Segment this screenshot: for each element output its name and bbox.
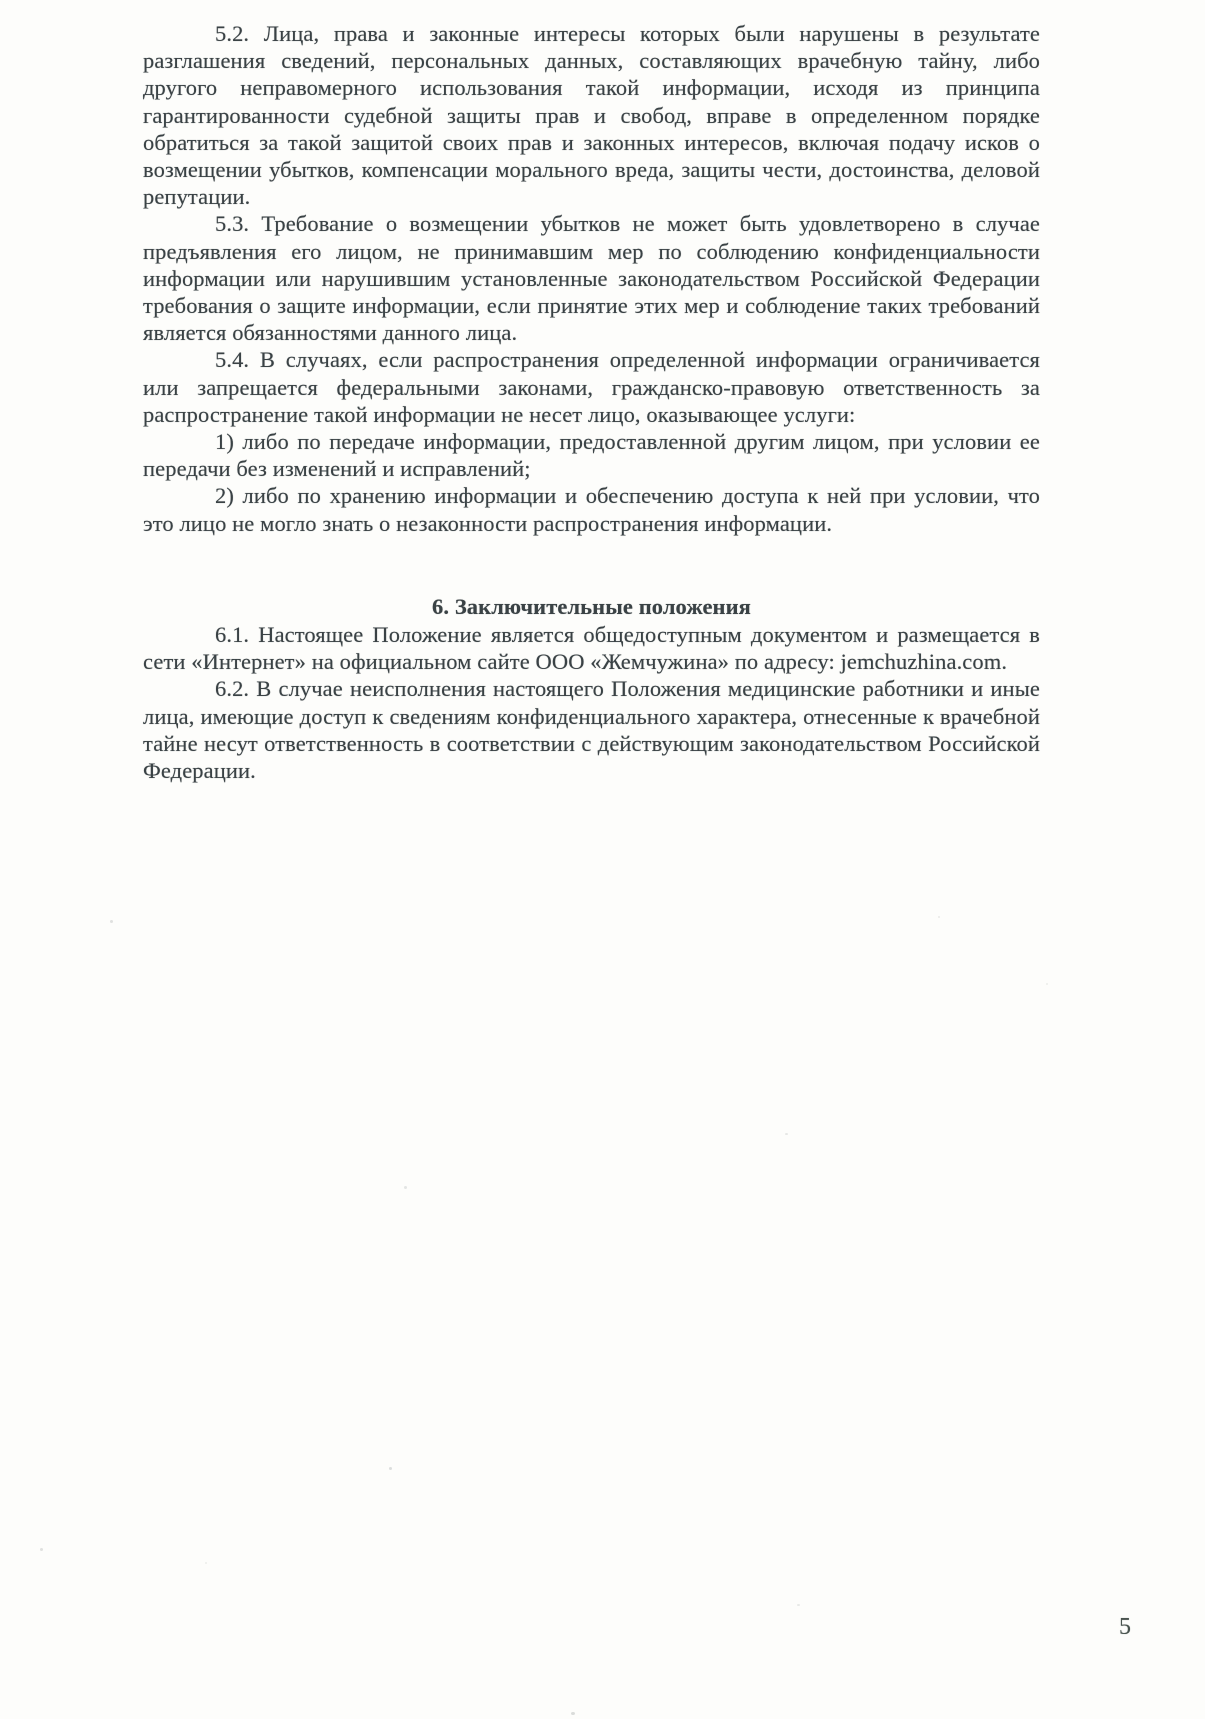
scan-speck: [785, 1133, 788, 1135]
scan-speck: [389, 1467, 392, 1470]
document-body: [143, 20, 1040, 784]
clause-6-1: 6.1. Настоящее Положение является общедоступным документом и размещается в сети «Интернет» на официальном сайте ООО «Жемчужина» по адресу: jemchuzhina.com.: [143, 622, 1040, 675]
scan-speck: [797, 1604, 800, 1606]
clause-5-4-item-2: 2) либо по хранению информации и обеспечению доступа к ней при условии, что это лицо не могло знать о незаконности распространения информации.: [143, 483, 1040, 536]
scan-speck: [110, 920, 113, 923]
clause-5-4: 5.4. В случаях, если распространения определенной информации ограничивается или запрещается федеральными законами, гражданско-правовую ответственность за распространение такой информации не несет лицо, оказывающее услуги:: [143, 347, 1040, 427]
scan-speck: [404, 1186, 407, 1189]
scan-speck: [1046, 983, 1048, 985]
scan-speck: [40, 1548, 43, 1551]
clause-6-2: 6.2. В случае неисполнения настоящего Положения медицинские работники и иные лица, имеющие доступ к сведениям конфиденциального характера, отнесенные к врачебной тайне несут ответственность в соответствии с действующим законодательством Российской Федерации.: [143, 676, 1040, 784]
scan-speck: [938, 916, 940, 918]
scan-speck: [205, 1562, 207, 1564]
clause-5-2: 5.2. Лица, права и законные интересы которых были нарушены в результате разглашения сведений, персональных данных, составляющих врачебную тайну, либо другого неправомерного использования такой информации, исходя из принципа гарантированности судебной защиты прав и свобод, вправе в определенном порядке обратиться за такой защитой своих прав и законных интересов, включая подачу исков о возмещении убытков, компенсации морального вреда, защиты чести, достоинства, деловой репутации.: [143, 21, 1040, 210]
clause-5-4-item-1: 1) либо по передаче информации, предоставленной другим лицом, при условии ее передачи без изменений и исправлений;: [143, 429, 1040, 482]
scan-speck: [571, 1712, 575, 1715]
page-number: 5: [1119, 1614, 1131, 1640]
clause-5-3: 5.3. Требование о возмещении убытков не может быть удовлетворено в случае предъявления его лицом, не принимавшим мер по соблюдению конфиденциальности информации или нарушившим установленные законодательством Российской Федерации требования о защите информации, если принятие этих мер и соблюдение таких требований является обязанностями данного лица.: [143, 211, 1040, 346]
section-6-heading: 6. Заключительные положения: [432, 593, 751, 619]
